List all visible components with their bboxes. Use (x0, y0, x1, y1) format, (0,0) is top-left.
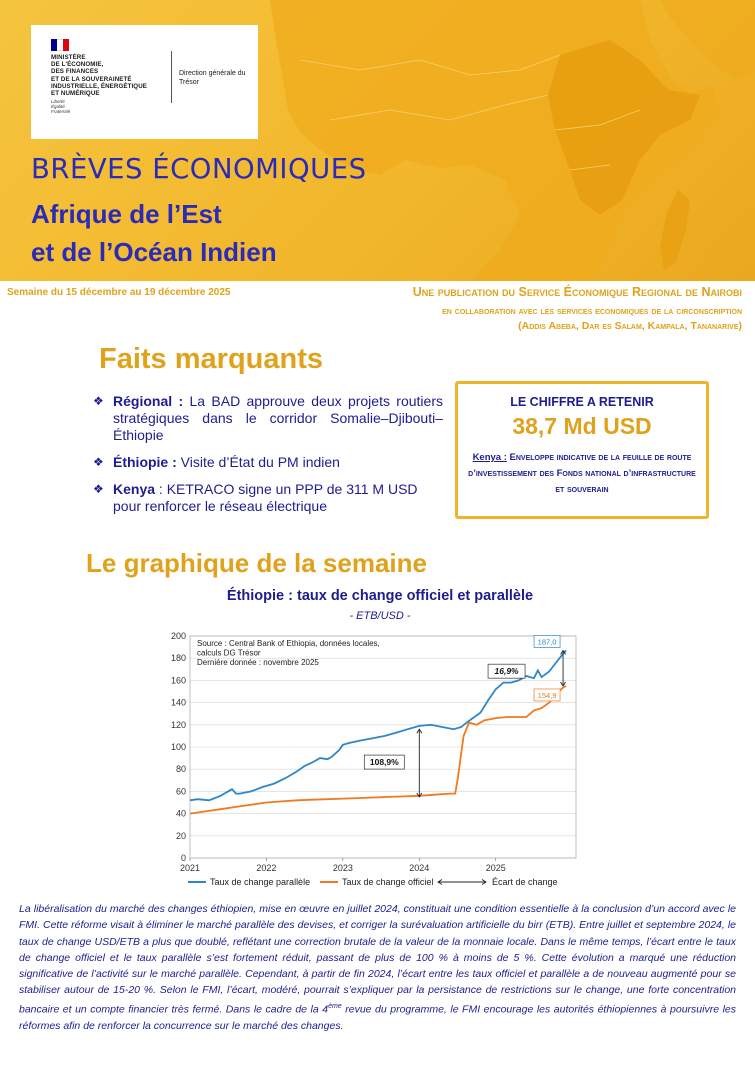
y-tick-label: 140 (170, 697, 186, 708)
y-tick-label: 180 (170, 653, 186, 664)
marianne-flag-icon (51, 39, 69, 51)
item-label: Régional : (113, 393, 184, 409)
x-tick-label: 2021 (179, 863, 201, 873)
republic-motto: Liberté Égalité Fraternité (51, 99, 71, 114)
region-title-line1: Afrique de l’Est (31, 199, 222, 229)
diamond-bullet-icon: ❖ (93, 482, 104, 496)
dg-tresor-name: Direction générale du Trésor (179, 70, 246, 86)
madagascar-shape (660, 190, 690, 270)
y-tick-label: 160 (170, 675, 186, 686)
end-labels (534, 635, 560, 701)
header-banner (0, 0, 755, 281)
publication-line: Une publication du Service Économique Regional de Nairobi (412, 285, 742, 299)
y-axis-ticks (171, 631, 186, 863)
y-tick-label: 20 (175, 830, 186, 841)
y-tick-label: 120 (170, 719, 186, 730)
y-tick-label: 40 (175, 808, 186, 819)
y-tick-label: 200 (170, 631, 186, 641)
legend-label: Taux de change parallèle (210, 877, 311, 887)
item-label: Kenya (113, 481, 156, 497)
legend-label: Écart de change (492, 877, 558, 887)
arabia-shape (660, 0, 755, 80)
chart-legend (188, 877, 558, 887)
series-title: BRÈVES ÉCONOMIQUES (31, 153, 367, 185)
faits-list (93, 393, 443, 525)
chiffre-a-retenir-box (455, 381, 709, 519)
item-text: La BAD approuve deux projets routiers stratégiques dans le corridor Somalie–Djibouti–Éthiopie (113, 393, 443, 443)
diamond-bullet-icon: ❖ (93, 455, 104, 469)
gap-label: 108,9% (369, 757, 399, 768)
exchange-rate-chart (160, 628, 590, 894)
series-line-officiel (190, 686, 566, 814)
chiffre-value: 38,7 Md USD (512, 413, 652, 439)
chiffre-description (458, 450, 706, 498)
chart-title: Éthiopie : taux de change officiel et parallèle (226, 588, 534, 604)
list-item (93, 393, 443, 444)
chart-source (197, 639, 380, 667)
chiffre-text: Enveloppe indicative de la feuille de route d’investissement des Fonds national d’infrastructure et souverain (468, 452, 696, 495)
paragraph-sup: ème (328, 1002, 342, 1010)
list-item (93, 481, 443, 515)
source-line: calculs DG Trésor (197, 648, 261, 658)
x-tick-label: 2022 (256, 863, 277, 873)
x-tick-label: 2025 (485, 863, 506, 873)
end-label: 187,0 (537, 637, 557, 647)
y-tick-label: 0 (180, 853, 186, 863)
ministry-name: MINISTÈRE DE L'ÉCONOMIE, DES FINANCES ET DE LA SOUVERAINETÉ INDUSTRIELLE, ÉNERGÉTIQUE ET NUMÉRIQUE (51, 54, 148, 98)
chiffre-country: Kenya : (472, 452, 507, 463)
x-tick-label: 2023 (332, 863, 353, 873)
y-tick-label: 100 (170, 742, 186, 752)
collaboration-line: en collaboration avec les services economiques de la circonscription (442, 305, 742, 317)
gap-label: 16,9% (494, 666, 519, 677)
graphique-title: Le graphique de la semaine (86, 548, 427, 578)
end-label: 154,9 (537, 690, 557, 700)
source-line: Source : Central Bank of Ethiopia, données locales, (197, 639, 380, 648)
analysis-paragraph (19, 901, 736, 1034)
cities-line: (Addis Abeba, Dar es Salam, Kampala, Tananarive) (518, 320, 742, 332)
x-axis-ticks (180, 858, 506, 873)
paragraph-part1: La libéralisation du marché des changes éthiopien, mise en œuvre en juillet 2024, constituait une condition essentielle à la conclusion d’un accord avec le FMI. Cette réforme visait à éliminer le marché parallèle des devises, et corriger la surévaluation artificielle du birr (ETB). Entre juillet et septembre 2024, le taux de change USD/ETB a plus que doublé, reflétant une correction brutale de la valeur de la monnaie locale. Dans le même temps, l’écart entre le taux de change officiel et le taux parallèle s’est fortement réduit, passant de plus de 100 % à moins de 5 %. Cette évolution a marqué une réduction significative de l’activité sur le marché parallèle. Cependant, à partir de fin 2024, l’écart entre les taux officiel et parallèle a de nouveau augmenté pour se stabiliser autour de 15-20 %. Selon le FMI, l’écart, modéré, pourrait s’expliquer par la persistance de restrictions sur le change, une forte concentration bancaire et un compte financier très fermé. Dans le cadre de la 4 (19, 903, 736, 1016)
week-dates: Semaine du 15 décembre au 19 décembre 2025 (7, 287, 231, 298)
chart-subtitle: - ETB/USD - (349, 610, 411, 622)
item-text: Visite d’État du PM indien (176, 454, 340, 470)
source-line: Dernière donnée : novembre 2025 (197, 658, 319, 667)
y-tick-label: 60 (175, 786, 186, 797)
item-text: : KETRACO signe un PPP de 311 M USD pour renforcer le réseau électrique (113, 481, 418, 514)
chiffre-title: LE CHIFFRE A RETENIR (510, 395, 654, 409)
legend-label: Taux de change officiel (342, 877, 434, 887)
region-title-line2: et de l’Océan Indien (31, 237, 277, 267)
y-tick-label: 80 (175, 764, 186, 775)
paragraph-part2: revue du programme, le FMI encourage les autorités éthiopiennes à poursuivre les réformes afin de renforcer la concurrence sur le marché des changes. (19, 1003, 736, 1032)
list-item (93, 454, 443, 471)
item-label: Éthiopie : (113, 454, 177, 470)
diamond-bullet-icon: ❖ (93, 394, 104, 408)
x-tick-label: 2024 (409, 863, 430, 873)
faits-marquants-title: Faits marquants (99, 343, 323, 375)
logo-divider (171, 51, 172, 103)
ministry-logo (31, 25, 258, 139)
